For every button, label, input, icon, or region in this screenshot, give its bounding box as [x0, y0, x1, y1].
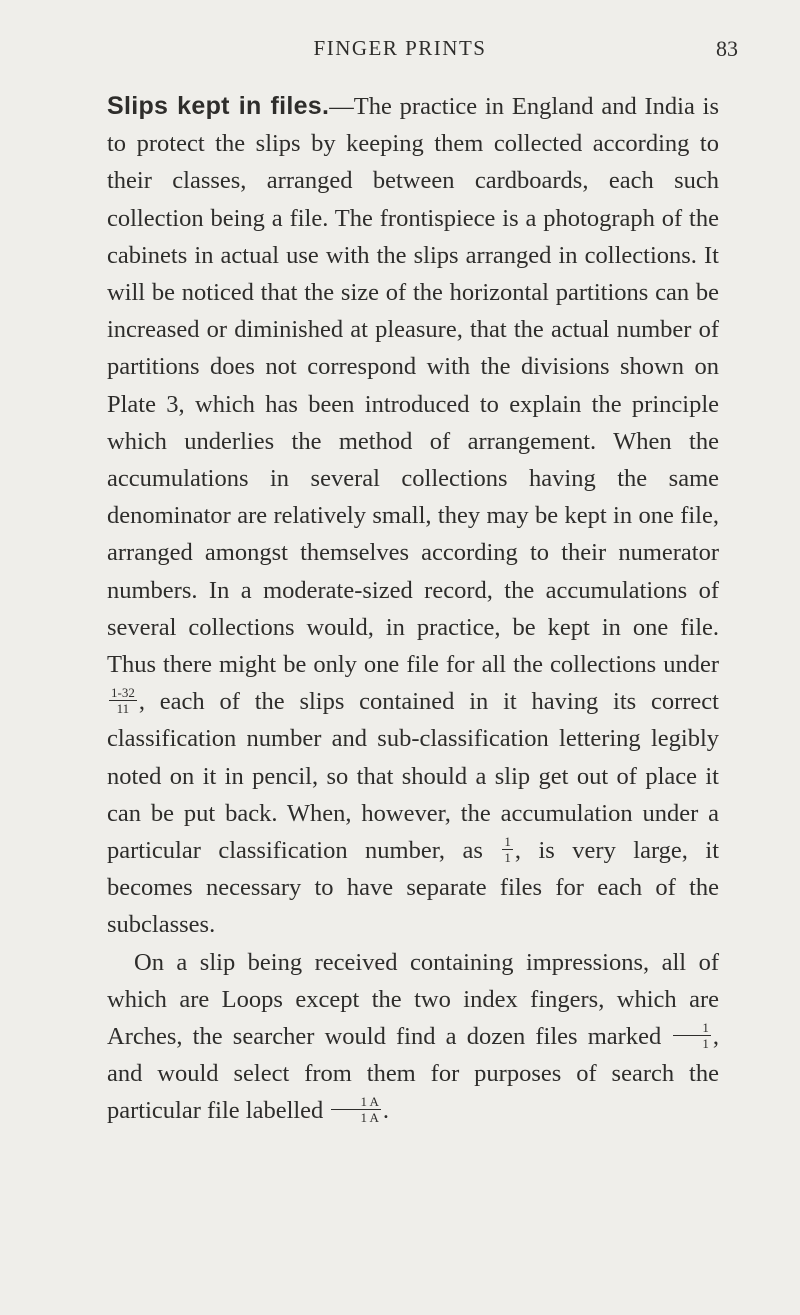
fraction-1-over-1: [673, 1021, 711, 1050]
page-number: 83: [716, 36, 738, 61]
fraction-denominator: 1 A: [360, 1110, 379, 1126]
paragraph-2-text-a: On a slip being received containing impressions, all of which are Loops except the two index fingers, which are Arches, the searcher would find a dozen files marked: [107, 948, 719, 1051]
fraction-1-32-over-11: [109, 686, 137, 715]
fraction-1-over-1: [502, 835, 513, 864]
body-text: [107, 88, 719, 1130]
running-title: FINGER PRINTS: [313, 36, 487, 60]
paragraph-1-text-b: , each of the slips contained in it having its correct classification number and sub-classification lettering legibly noted on it in pencil, so that should a slip get out of place it can be put back. When, however, the accumulation under a particular classification number, as: [107, 688, 719, 865]
paragraph-2-text-c: .: [382, 1097, 389, 1125]
fraction-denominator: 1: [702, 1035, 709, 1051]
fraction-numerator: 1-32: [111, 685, 135, 701]
section-heading: Slips kept in files.: [107, 92, 330, 120]
fraction-1a-over-1a: [331, 1095, 380, 1124]
fraction-numerator: 1 A: [331, 1095, 380, 1110]
paragraph-2: [107, 944, 719, 1130]
paragraph-1: [107, 88, 719, 944]
fraction-numerator: 1: [504, 833, 511, 849]
paragraph-2-text-b: , and would select from them for purposes of search the particular file labelled: [107, 1023, 720, 1125]
paragraph-1-text-a: —The practice in England and India is to protect the slips by keeping them collected according to their classes, arranged between cardboards, each such collection being a file. The frontispiece is a photograph of the cabinets in actual use with the slips arranged in collections. It will be noticed that the size of the horizontal partitions can be increased or diminished at pleasure, that the actual number of partitions does not correspond with the divisions shown on Plate 3, which has been introduced to explain the principle which underlies the method of arrangement. When the accumulations in several collections having the same denominator are relatively small, they may be kept in one file, arranged amongst themselves according to their numerator numbers. In a moderate-sized record, the accumulations of several collections would, in practice, be kept in one file. Thus there might be only one file for all the collections under: [107, 93, 720, 679]
fraction-denominator: 11: [116, 701, 130, 717]
fraction-numerator: 1: [673, 1021, 711, 1036]
paragraph-1-text-c: , is very large, it becomes necessary to have separate files for each of the subclasses.: [107, 837, 720, 939]
fraction-denominator: 1: [504, 849, 511, 865]
running-head: [0, 36, 800, 66]
